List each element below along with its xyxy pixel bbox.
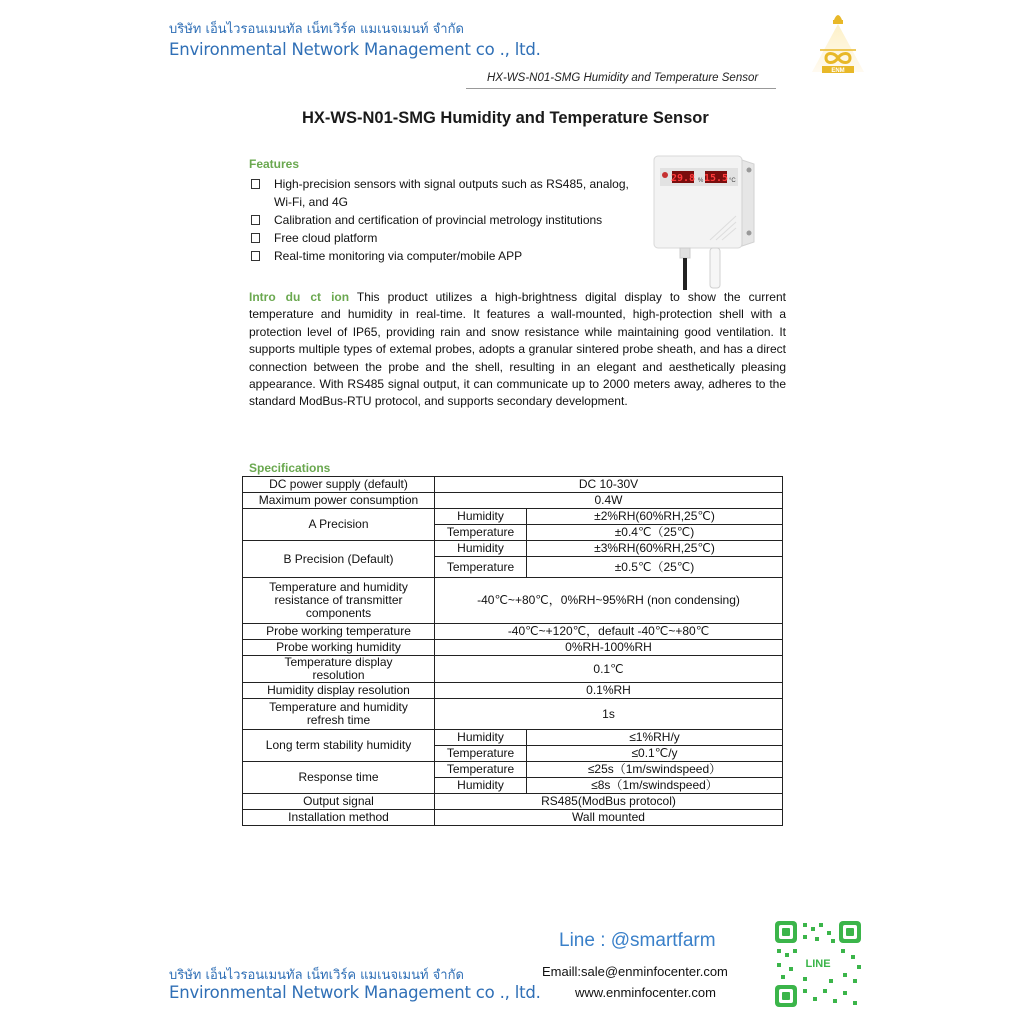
spec-value: -40℃~+120℃，default -40℃~+80℃ (435, 624, 783, 640)
table-row (243, 640, 783, 656)
line-qr-code[interactable] (773, 919, 863, 1014)
spec-value: ±2%RH(60%RH,25℃) (527, 509, 783, 525)
spec-value: Wall mounted (435, 810, 783, 826)
feature-item: High-precision sensors with signal outputs such as RS485, analog, Wi-Fi, and 4G (249, 175, 629, 211)
temperature-reading: 15.5 (703, 173, 729, 184)
humidity-reading: 29.8 (670, 173, 696, 184)
logo-text: ENM (831, 68, 845, 74)
spec-sublabel: Humidity (435, 778, 527, 794)
introduction-paragraph (249, 289, 786, 411)
spec-sublabel: Humidity (435, 509, 527, 525)
company-name-thai: บริษัท เอ็นไวรอนเมนทัล เน็ทเวิร์ค แมเนจเมนท์ จำกัด (169, 22, 464, 37)
spec-sublabel: Humidity (435, 730, 527, 746)
table-row (243, 578, 783, 624)
spec-value: 1s (435, 699, 783, 730)
spec-value: ±0.4℃（25℃) (527, 525, 783, 541)
table-row (243, 699, 783, 730)
checkbox-bullet-icon (251, 233, 260, 243)
table-row (243, 810, 783, 826)
table-row (243, 624, 783, 640)
checkbox-bullet-icon (251, 179, 260, 189)
spec-label: DC power supply (default) (243, 477, 435, 493)
table-row (243, 541, 783, 557)
enm-logo (808, 10, 868, 85)
spec-label: Probe working temperature (243, 624, 435, 640)
spec-value: ≤1%RH/y (527, 730, 783, 746)
spec-label: Humidity display resolution (243, 683, 435, 699)
table-row (243, 762, 783, 778)
introduction-text: This product utilizes a high-brightness digital display to show the current temperature and humidity in real-time. It features a wall-mounted, high-protection shell with a protection level of IP65, providing rain and snow resistance while maintaining good ventilation. It supports multiple types of extemal probes, adopts a granular sintered probe sheath, and has a direct connection between the probe and the shell, resulting in an elegant and aesthetically pleasing appearance. With RS485 signal output, it can communicate up to 2000 meters away, adheres to the standard ModBus-RTU protocol, and supports secondary development. (249, 290, 786, 409)
spec-value: ≤25s（1m/swindspeed） (527, 762, 783, 778)
specifications-table (242, 476, 783, 826)
spec-sublabel: Humidity (435, 541, 527, 557)
contact-email[interactable]: Emaill:sale@enminfocenter.com (542, 964, 728, 979)
spec-label: B Precision (Default) (243, 541, 435, 578)
spec-value: ±3%RH(60%RH,25℃) (527, 541, 783, 557)
table-row (243, 509, 783, 525)
spec-label: Response time (243, 762, 435, 794)
spec-label: Temperature display resolution (243, 656, 435, 683)
table-row (243, 477, 783, 493)
spec-value: ≤0.1℃/y (527, 746, 783, 762)
spec-value: -40℃~+80℃，0%RH~95%RH (non condensing) (435, 578, 783, 624)
spec-value: 0.1℃ (435, 656, 783, 683)
spec-sublabel: Temperature (435, 762, 527, 778)
spec-sublabel: Temperature (435, 746, 527, 762)
introduction-label: Intro du ct ion (249, 290, 350, 304)
spec-sublabel: Temperature (435, 557, 527, 578)
spec-value: 0.1%RH (435, 683, 783, 699)
features-list (249, 175, 629, 265)
sensor-product-image (650, 150, 770, 295)
table-row (243, 656, 783, 683)
table-row (243, 683, 783, 699)
spec-label: A Precision (243, 509, 435, 541)
spec-value: RS485(ModBus protocol) (435, 794, 783, 810)
spec-sublabel: Temperature (435, 525, 527, 541)
spec-value: 0%RH-100%RH (435, 640, 783, 656)
spec-label: Installation method (243, 810, 435, 826)
feature-item: Free cloud platform (249, 229, 629, 247)
qr-line-label: LINE (805, 958, 831, 970)
running-head: HX-WS-N01-SMG Humidity and Temperature Sensor (487, 72, 759, 84)
spec-label: Temperature and humidity resistance of transmitter components (243, 578, 435, 624)
spec-value: ≤8s（1m/swindspeed） (527, 778, 783, 794)
company-name-english: Environmental Network Management co ., ltd. (169, 40, 541, 59)
specifications-heading: Specifications (249, 461, 331, 475)
footer-company-name-thai: บริษัท เอ็นไวรอนเมนทัล เน็ทเวิร์ค แมเนจเมนท์ จำกัด (169, 968, 464, 983)
table-row (243, 493, 783, 509)
spec-label: Output signal (243, 794, 435, 810)
document-title: HX-WS-N01-SMG Humidity and Temperature Sensor (302, 109, 709, 127)
humidity-unit: % (698, 178, 704, 184)
line-handle[interactable]: Line : @smartfarm (559, 930, 716, 951)
website-link[interactable]: www.enminfocenter.com (575, 985, 716, 1000)
checkbox-bullet-icon (251, 251, 260, 261)
footer-company-name-english: Environmental Network Management co ., ltd. (169, 983, 541, 1002)
feature-item: Calibration and certification of provincial metrology institutions (249, 211, 629, 229)
header-rule (466, 88, 776, 89)
features-heading: Features (249, 157, 300, 171)
spec-label: Maximum power consumption (243, 493, 435, 509)
temperature-unit: °C (729, 178, 736, 184)
spec-value: ±0.5℃（25℃) (527, 557, 783, 578)
spec-label: Temperature and humidity refresh time (243, 699, 435, 730)
table-row (243, 730, 783, 746)
spec-label: Long term stability humidity (243, 730, 435, 762)
checkbox-bullet-icon (251, 215, 260, 225)
spec-value: DC 10-30V (435, 477, 783, 493)
spec-value: 0.4W (435, 493, 783, 509)
spec-label: Probe working humidity (243, 640, 435, 656)
table-row (243, 794, 783, 810)
feature-item: Real-time monitoring via computer/mobile APP (249, 247, 629, 265)
